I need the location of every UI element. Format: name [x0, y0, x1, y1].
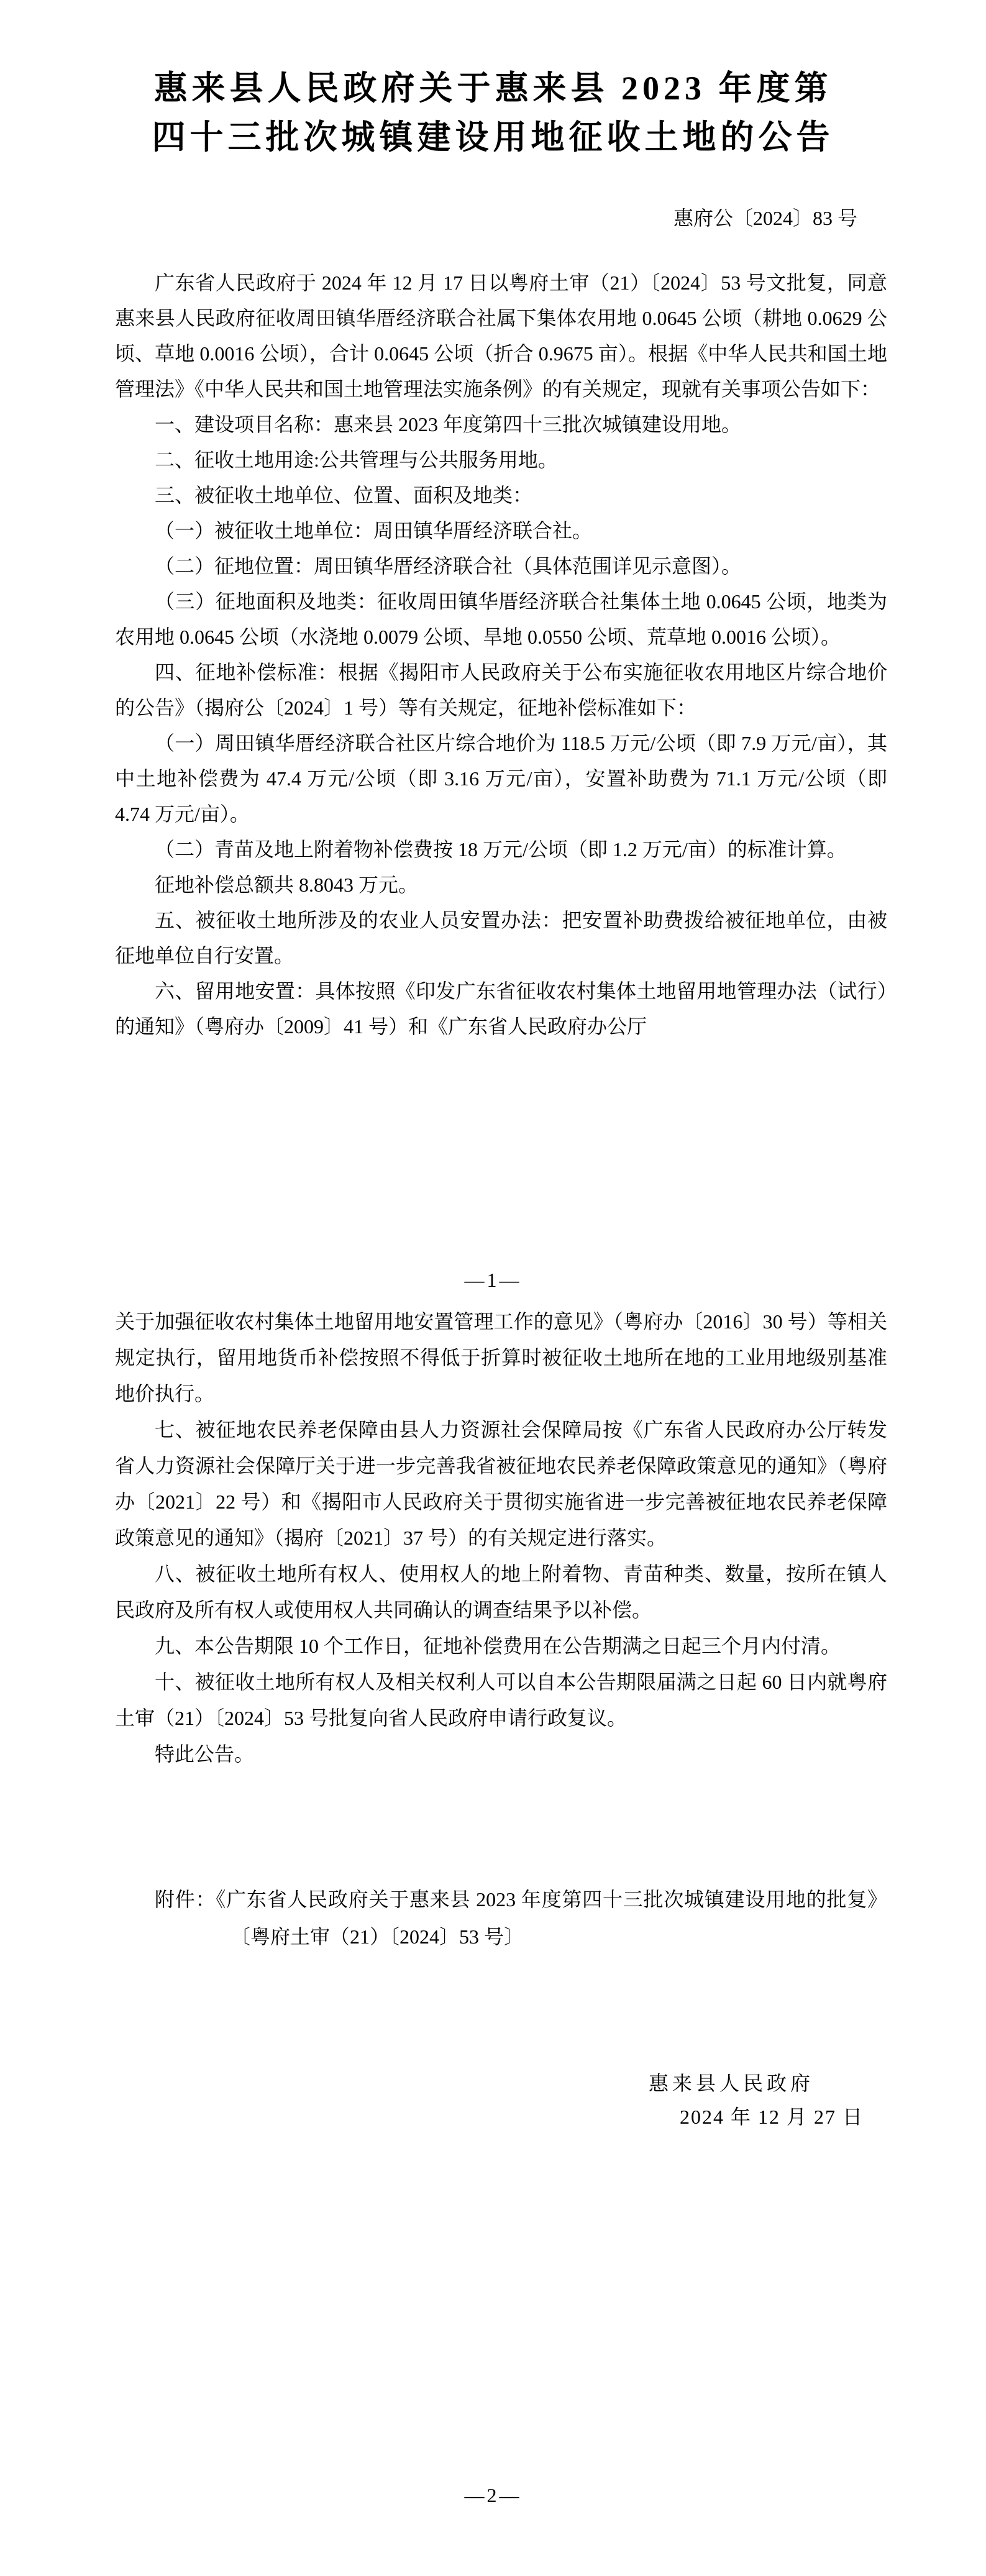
body-paragraph: （一）周田镇华厝经济联合社区片综合地价为 118.5 万元/公顷（即 7.9 万元/亩），其中土地补偿费为 47.4 万元/公顷（即 3.16 万元/亩），安置补助费为 71.1 万元/公顷（即 4.74 万元/亩）。 — [115, 732, 887, 825]
closing-phrase: 特此公告。 — [155, 1743, 255, 1765]
body-paragraph: 征地补偿总额共 8.8043 万元。 — [155, 874, 419, 896]
attachment-label: 附件： — [155, 1888, 216, 1911]
body-paragraph: 七、被征地农民养老保障由县人力资源社会保障局按《广东省人民政府办公厅转发省人力资源社会保障厅关于进一步完善我省被征地农民养老保障政策意见的通知》（粤府办〔2021〕22 号）和《揭阳市人民政府关于贯彻实施省进一步完善被征地农民养老保障政策意见的通知》（揭府〔2021〕37 号）的有关规定进行落实。 — [115, 1418, 887, 1549]
page1-body — [115, 265, 887, 1044]
issuer-signature: 惠来县人民政府 — [648, 2072, 814, 2094]
body-paragraph: 五、被征收土地所涉及的农业人员安置办法：把安置补助费拨给被征地单位，由被征地单位自行安置。 — [115, 909, 887, 967]
page-number-1: —1— — [464, 1269, 522, 1291]
body-paragraph: 一、建设项目名称：惠来县 2023 年度第四十三批次城镇建设用地。 — [155, 413, 742, 436]
body-paragraph: （二）青苗及地上附着物补偿费按 18 万元/公顷（即 1.2 万元/亩）的标准计算。 — [155, 838, 847, 861]
page2-body — [115, 1304, 887, 1772]
attachment-line — [115, 1881, 887, 1955]
attachment-block — [115, 1881, 887, 1955]
body-paragraph: 十、被征收土地所有权人及相关权利人可以自本公告期限届满之日起 60 日内就粤府土审（21）〔2024〕53 号批复向省人民政府申请行政复议。 — [115, 1671, 887, 1729]
body-paragraph-continuation: 关于加强征收农村集体土地留用地安置管理工作的意见》（粤府办〔2016〕30 号）等相关规定执行，留用地货币补偿按照不得低于折算时被征收土地所在地的工业用地级别基准地价执行。 — [115, 1310, 887, 1405]
page-number-2: —2— — [464, 2484, 522, 2506]
doc-number: 惠府公〔2024〕83 号 — [673, 207, 857, 229]
body-paragraph: 二、征收土地用途:公共管理与公共服务用地。 — [155, 449, 558, 471]
body-paragraph: 八、被征收土地所有权人、使用权人的地上附着物、青苗种类、数量，按所在镇人民政府及所有权人或使用权人共同确认的调查结果予以补偿。 — [115, 1563, 887, 1621]
body-paragraph: 四、征地补偿标准：根据《揭阳市人民政府关于公布实施征收农用地区片综合地价的公告》（揭府公〔2024〕1 号）等有关规定，征地补偿标准如下： — [115, 661, 887, 719]
attachment-text: 《广东省人民政府关于惠来县 2023 年度第四十三批次城镇建设用地的批复》〔粤府土审（21）〔2024〕53 号〕 — [216, 1888, 887, 1948]
body-paragraph: 六、留用地安置：具体按照《印发广东省征收农村集体土地留用地管理办法（试行）的通知》（粤府办〔2009〕41 号）和《广东省人民政府办公厅 — [115, 980, 887, 1038]
body-paragraph: （二）征地位置：周田镇华厝经济联合社（具体范围详见示意图）。 — [155, 555, 742, 577]
page-title — [0, 64, 986, 162]
title-line-1: 惠来县人民政府关于惠来县 2023 年度第 — [153, 70, 833, 107]
body-paragraph: 三、被征收土地单位、位置、面积及地类： — [155, 484, 533, 506]
body-paragraph: （三）征地面积及地类：征收周田镇华厝经济联合社集体土地 0.0645 公顷，地类为农用地 0.0645 公顷（水浇地 0.0079 公顷、旱地 0.0550 公顷、荒草地 0.0016 公顷）。 — [115, 590, 887, 648]
body-paragraph: 广东省人民政府于 2024 年 12 月 17 日以粤府土审（21）〔2024〕53 号文批复，同意惠来县人民政府征收周田镇华厝经济联合社属下集体农用地 0.0645 公顷（耕地 0.0629 公顷、草地 0.0016 公顷），合计 0.0645 公顷（折合 0.9675 亩）。根据《中华人民共和国土地管理法》《中华人民共和国土地管理法实施条例》的有关规定，现就有关事项公告如下： — [115, 272, 887, 400]
body-paragraph: 九、本公告期限 10 个工作日，征地补偿费用在公告期满之日起三个月内付清。 — [155, 1635, 841, 1657]
title-line-2: 四十三批次城镇建设用地征收土地的公告 — [152, 119, 834, 156]
issue-date: 2024 年 12 月 27 日 — [679, 2106, 864, 2128]
body-paragraph: （一）被征收土地单位：周田镇华厝经济联合社。 — [155, 519, 593, 542]
